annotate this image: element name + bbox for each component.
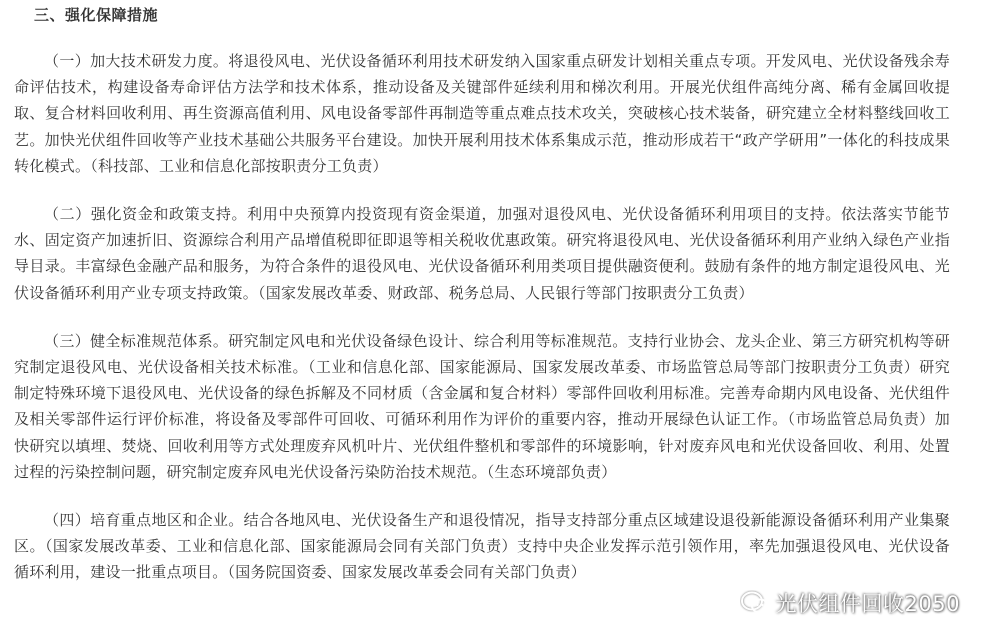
wechat-icon bbox=[740, 590, 770, 616]
watermark-text: 光伏组件回收2050 bbox=[775, 592, 960, 616]
paragraph-4: （四）培育重点地区和企业。结合各地风电、光伏设备生产和退役情况，指导支持部分重点区域建设退役新能源设备循环利用产业集聚区。（国家发展改革委、工业和信息化部、国家能源局会同有关部门负责）支持中央企业发挥示范引领作用，率先加强退役风电、光伏设备循环利用，建设一批重点项目。（国务院国资委、国家发展改革委会同有关部门负责） bbox=[14, 511, 950, 582]
document-body bbox=[14, 0, 950, 586]
section-heading: 三、强化保障措施 bbox=[34, 6, 159, 24]
paragraph-1: （一）加大技术研发力度。将退役风电、光伏设备循环利用技术研发纳入国家重点研发计划相关重点专项。开发风电、光伏设备残余寿命评估技术，构建设备寿命评估方法学和技术体系，推动设备及关键部件延续利用和梯次利用。开展光伏组件高纯分离、稀有金属回收提取、复合材料回收利用、再生资源高值利用、风电设备零部件再制造等重点难点技术攻关，突破核心技术装备，研究建立全材料整线回收工艺。加快光伏组件回收等产业技术基础公共服务平台建设。加快开展利用技术体系集成示范，推动形成若干“政产学研用”一体化的科技成果转化模式。（科技部、工业和信息化部按职责分工负责） bbox=[14, 52, 950, 175]
watermark bbox=[740, 588, 960, 618]
paragraph-2: （二）强化资金和政策支持。利用中央预算内投资现有资金渠道，加强对退役风电、光伏设备循环利用项目的支持。依法落实节能节水、固定资产加速折旧、资源综合利用产品增值税即征即退等相关税收优惠政策。研究将退役风电、光伏设备循环利用产业纳入绿色产业指导目录。丰富绿色金融产品和服务，为符合条件的退役风电、光伏设备循环利用类项目提供融资便利。鼓励有条件的地方制定退役风电、光伏设备循环利用产业专项支持政策。（国家发展改革委、财政部、税务总局、人民银行等部门按职责分工负责） bbox=[14, 205, 950, 302]
paragraph-3: （三）健全标准规范体系。研究制定风电和光伏设备绿色设计、综合利用等标准规范。支持行业协会、龙头企业、第三方研究机构等研究制定退役风电、光伏设备相关技术标准。（工业和信息化部、国家能源局、国家发展改革委、市场监管总局等部门按职责分工负责）研究制定特殊环境下退役风电、光伏设备的绿色拆解及不同材质（含金属和复合材料）零部件回收利用标准。完善寿命期内风电设备、光伏组件及相关零部件运行评价标准，将设备及零部件可回收、可循环利用作为评价的重要内容，推动开展绿色认证工作。（市场监管总局负责）加快研究以填埋、焚烧、回收利用等方式处理废弃风机叶片、光伏组件整机和零部件的环境影响，针对废弃风电和光伏设备回收、利用、处置过程的污染控制问题，研究制定废弃风电光伏设备污染防治技术规范。（生态环境部负责） bbox=[14, 331, 950, 481]
